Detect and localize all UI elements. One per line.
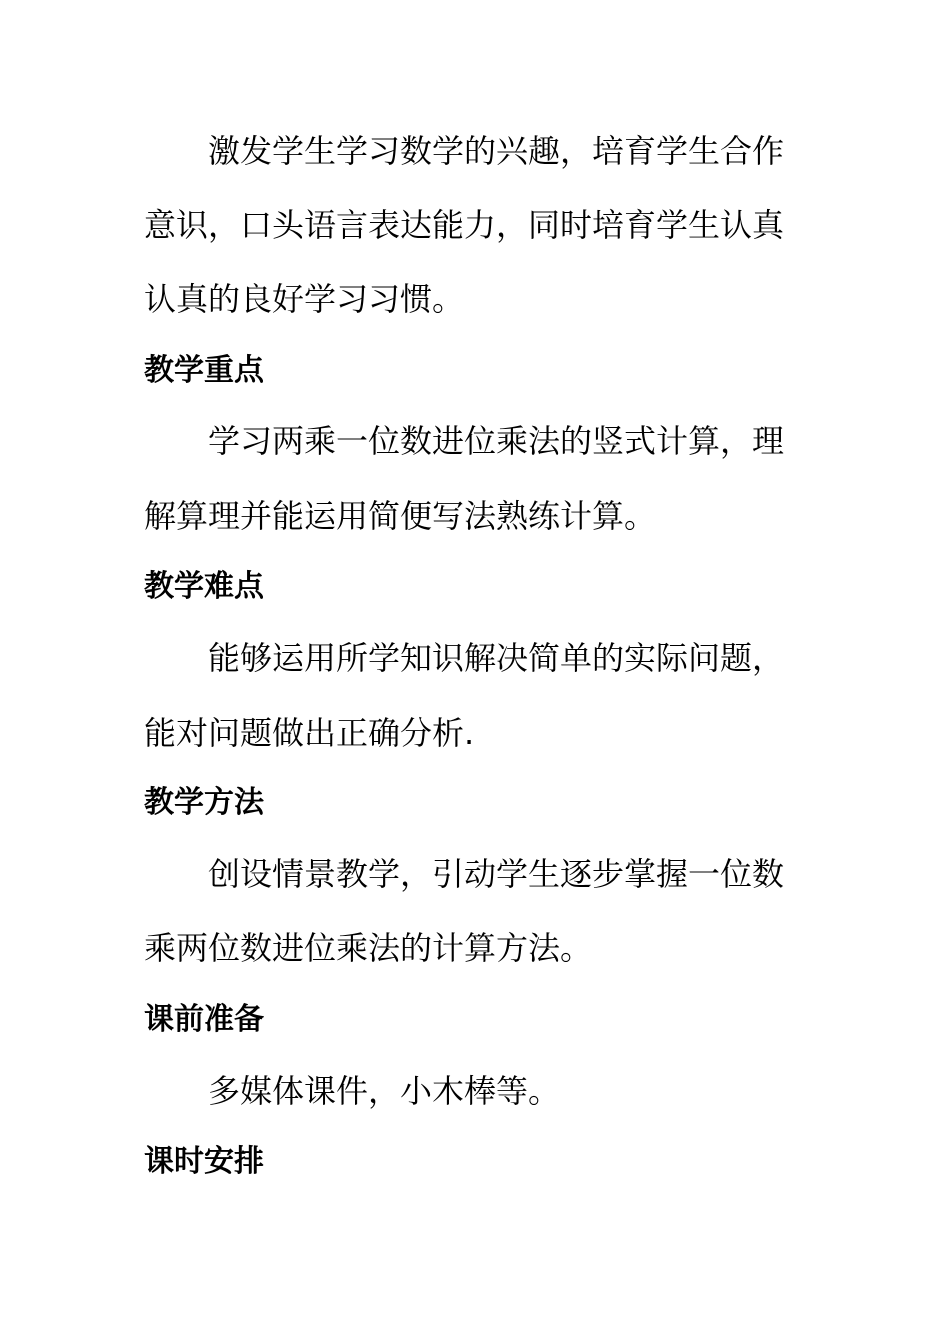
methods-line-1: 创设情景教学，引动学生逐步掌握一位数 [208,855,785,893]
intro-line-1: 激发学生学习数学的兴趣，培育学生合作 [208,132,785,170]
preparation-line-1: 多媒体课件，小木棒等。 [208,1072,561,1110]
intro-line-3: 认真的良好学习习惯。 [144,280,465,318]
section-heading-difficulties: 教学难点 [144,569,264,604]
section-heading-methods: 教学方法 [144,785,264,820]
section-heading-preparation: 课前准备 [144,1002,264,1037]
key-points-line-2: 解算理并能运用简便写法熟练计算。 [144,497,657,535]
methods-line-2: 乘两位数进位乘法的计算方法。 [144,929,593,967]
section-heading-key-points: 教学重点 [144,353,264,388]
difficulties-line-1: 能够运用所学知识解决简单的实际问题， [208,639,785,677]
difficulties-line-2: 能对问题做出正确分析. [144,714,475,752]
key-points-line-1: 学习两乘一位数进位乘法的竖式计算，理 [208,422,785,460]
intro-line-2: 意识，口头语言表达能力，同时培育学生认真 [144,206,785,244]
section-heading-schedule: 课时安排 [144,1144,264,1179]
